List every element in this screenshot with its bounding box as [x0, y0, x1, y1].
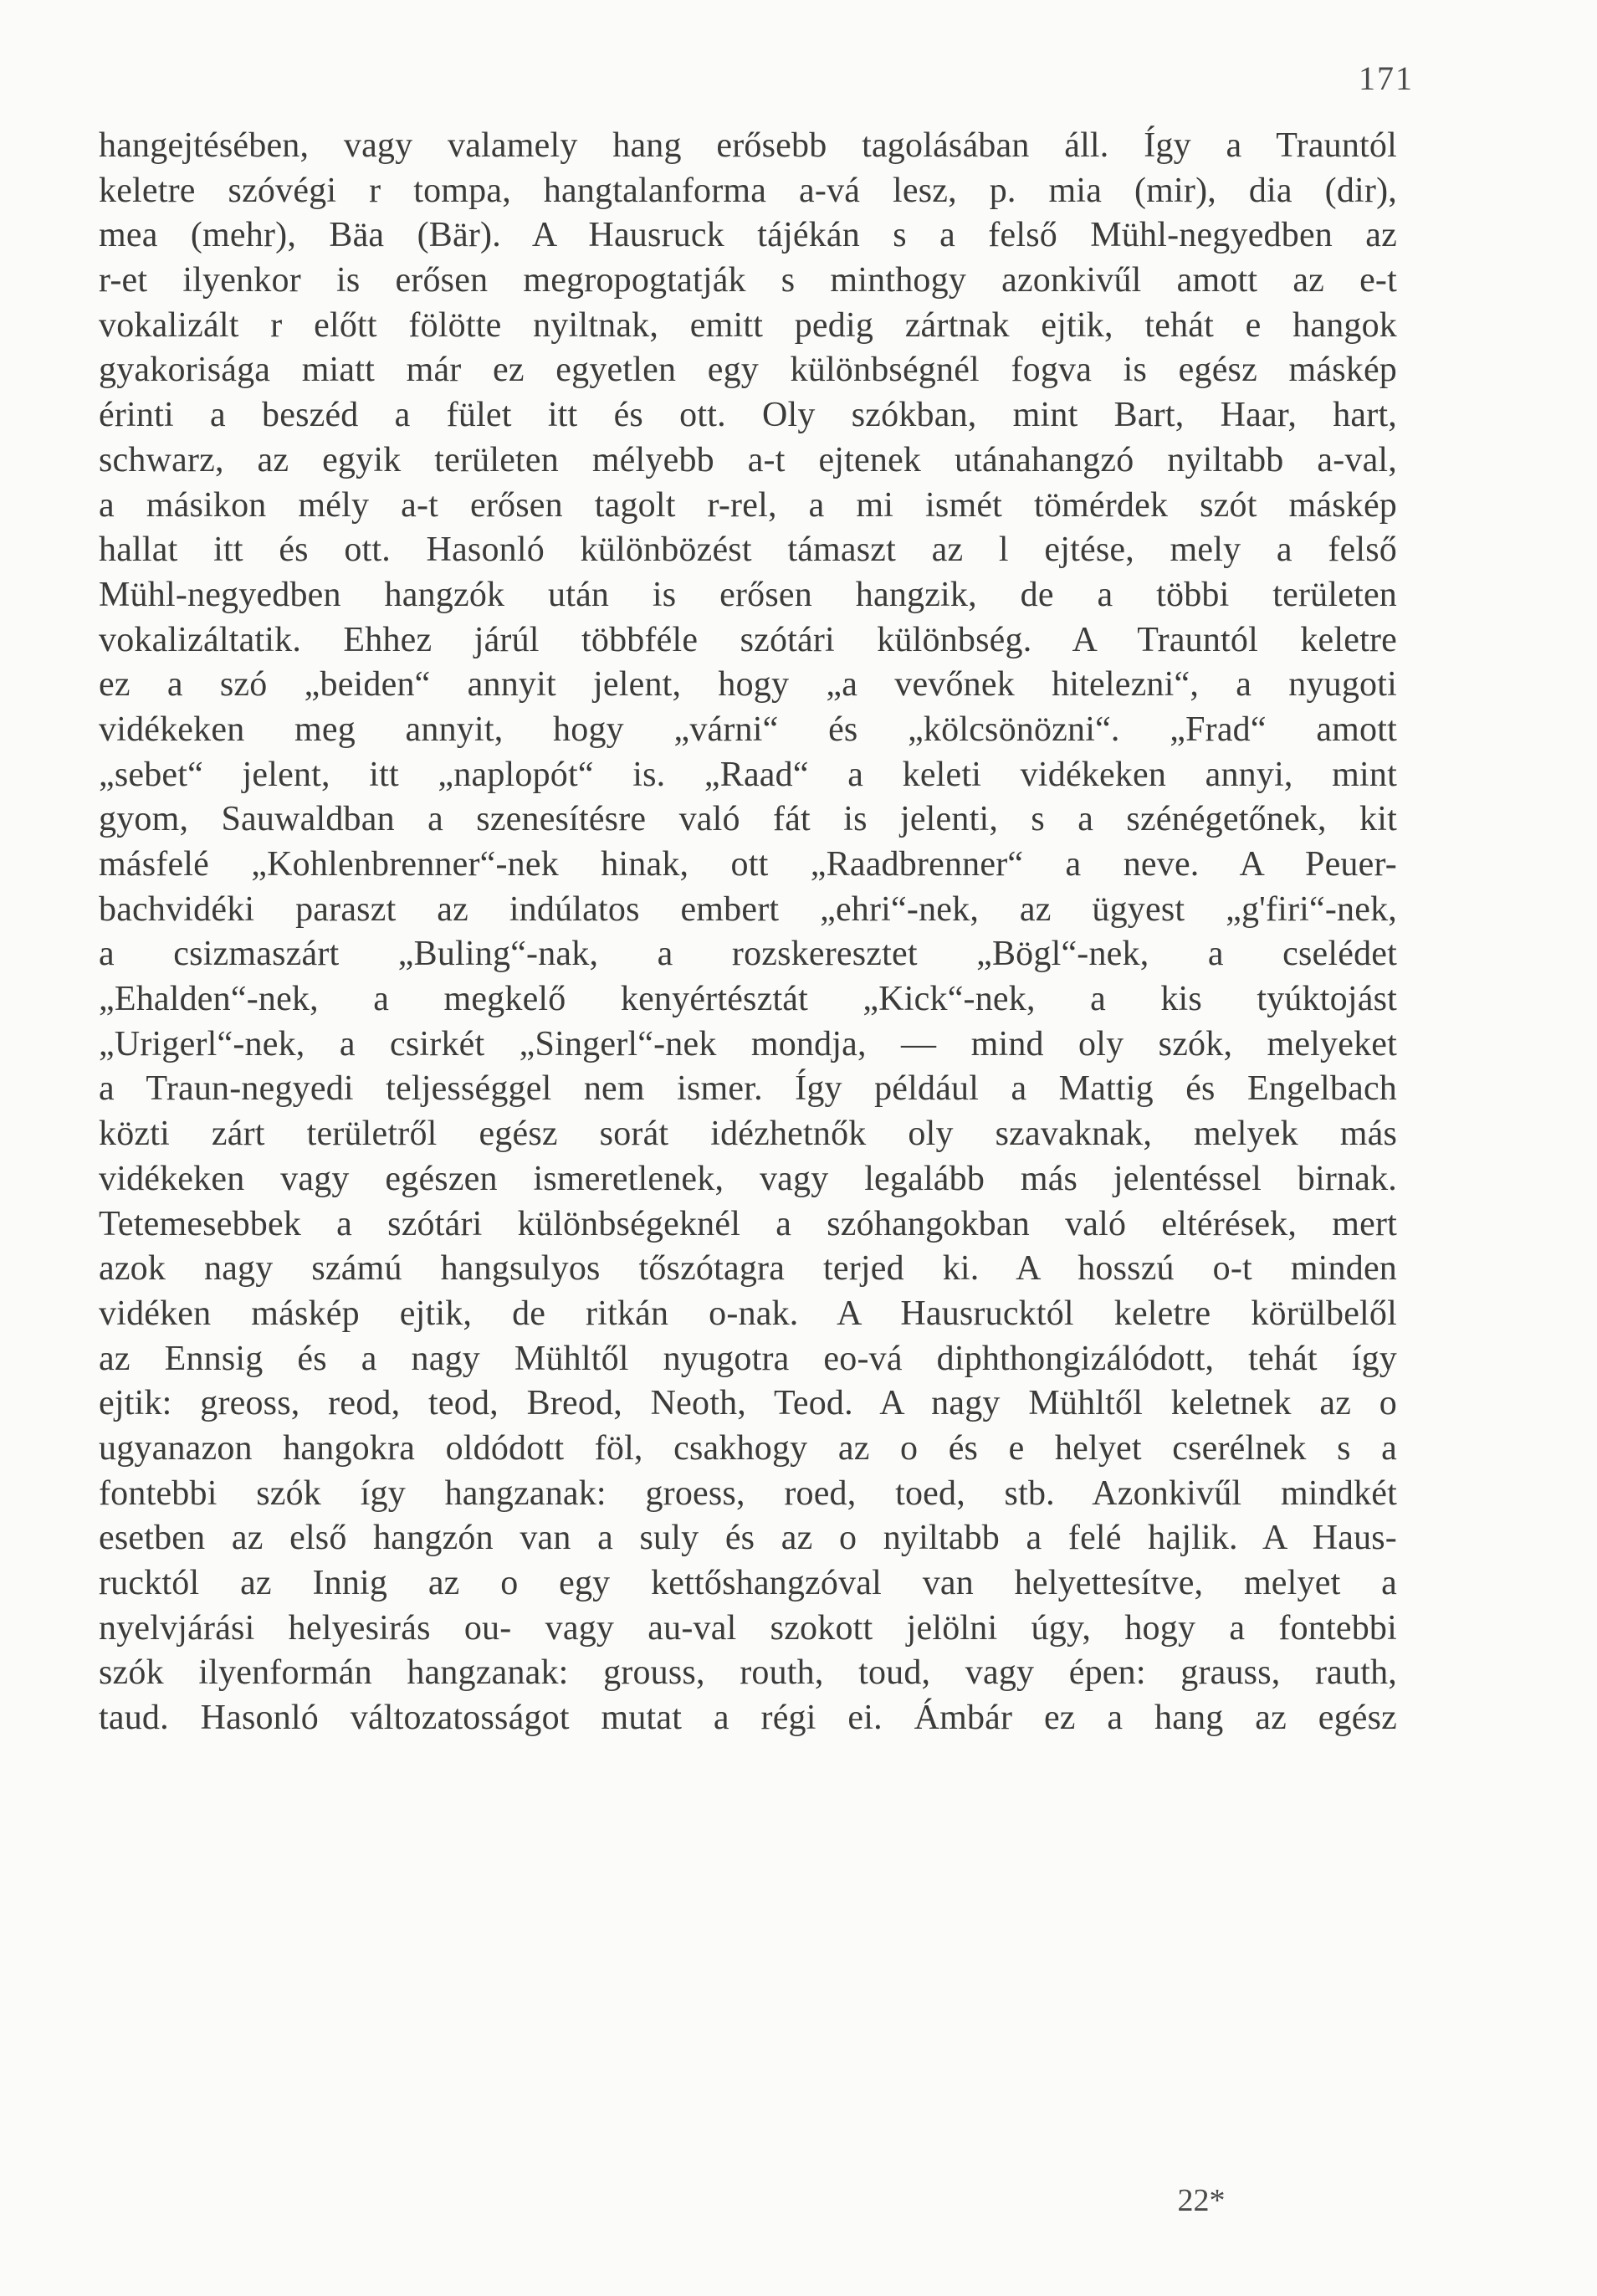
text-line: vidéken máskép ejtik, de ritkán o-nak. A Hausrucktól keletre körülbelől [99, 1294, 1397, 1333]
text-line: Tetemesebbek a szótári különbségeknél a szóhangokban való eltérések, mert [99, 1204, 1397, 1243]
text-line: rucktól az Innig az o egy kettőshangzóval van helyettesítve, melyet a [99, 1564, 1397, 1602]
text-line: bachvidéki paraszt az indúlatos embert „ehri“-nek, az ügyest „g'firi“-nek, [99, 889, 1397, 929]
text-line: „sebet“ jelent, itt „naplopót“ is. „Raad“ a keleti vidékeken annyi, mint [99, 755, 1397, 794]
text-line: taud. Hasonló változatosságot mutat a régi ei. Ámbár ez a hang az egész [99, 1699, 1397, 1738]
text-line: ejtik: greoss, reod, teod, Breod, Neoth, Teod. A nagy Mühltől keletnek az o [99, 1384, 1397, 1423]
text-line: nyelvjárási helyesirás ou- vagy au-val szokott jelölni úgy, hogy a fontebbi [99, 1608, 1397, 1648]
text-line: vidékeken vagy egészen ismeretlenek, vagy legalább más jelentéssel birnak. [99, 1159, 1397, 1198]
text-line: érinti a beszéd a fület itt és ott. Oly szókban, mint Bart, Haar, hart, [99, 396, 1397, 435]
text-line: „Ehalden“-nek, a megkelő kenyértésztát „Kick“-nek, a kis tyúktojást [99, 980, 1397, 1019]
text-line: fontebbi szók így hangzanak: groess, roed, toed, stb. Azonkivűl mindkét [99, 1473, 1397, 1513]
text-line: vokalizált r előtt fölötte nyiltnak, emitt pedig zártnak ejtik, tehát e hangok [99, 305, 1397, 345]
text-line: vokalizáltatik. Ehhez járúl többféle szótári különbség. A Trauntól keletre [99, 620, 1397, 659]
text-line: ez a szó „beiden“ annyit jelent, hogy „a vevőnek hitelezni“, a nyugoti [99, 665, 1397, 705]
body-text [99, 124, 1397, 1741]
text-line: a Traun-negyedi teljességgel nem ismer. Így például a Mattig és Engelbach [99, 1069, 1397, 1109]
text-line: „Urigerl“-nek, a csirkét „Singerl“-nek mondja, — mind oly szók, melyeket [99, 1024, 1397, 1063]
signature-mark: 22* [1177, 2183, 1226, 2218]
text-line: a másikon mély a-t erősen tagolt r-rel, a mi ismét tömérdek szót máskép [99, 485, 1397, 525]
text-line: mea (mehr), Bäa (Bär). A Hausruck tájékán s a felső Mühl-negyedben az [99, 216, 1397, 255]
text-line: közti zárt területről egész sorát idézhetnők oly szavaknak, melyek más [99, 1115, 1397, 1154]
page-number: 171 [1359, 59, 1414, 97]
text-line: a csizmaszárt „Buling“-nak, a rozskeresztet „Bögl“-nek, a cselédet [99, 935, 1397, 974]
text-line: keletre szóvégi r tompa, hangtalanforma a-vá lesz, p. mia (mir), dia (dir), [99, 171, 1397, 210]
text-line: azok nagy számú hangsulyos tőszótagra terjed ki. A hosszú o-t minden [99, 1249, 1397, 1289]
text-line: r-et ilyenkor is erősen megropogtatják s minthogy azonkivűl amott az e-t [99, 261, 1397, 300]
text-line: schwarz, az egyik területen mélyebb a-t ejtenek utánahangzó nyiltabb a-val, [99, 440, 1397, 479]
text-line: gyakorisága miatt már ez egyetlen egy különbségnél fogva is egész máskép [99, 351, 1397, 390]
text-line: hallat itt és ott. Hasonló különbözést támaszt az l ejtése, mely a felső [99, 530, 1397, 570]
text-line: vidékeken meg annyit, hogy „várni“ és „kölcsönözni“. „Frad“ amott [99, 710, 1397, 749]
text-line: esetben az első hangzón van a suly és az o nyiltabb a felé hajlik. A Haus- [99, 1519, 1397, 1558]
text-line: másfelé „Kohlenbrenner“-nek hinak, ott „Raadbrenner“ a neve. A Peuer- [99, 845, 1397, 884]
text-line: az Ennsig és a nagy Mühltől nyugotra eo-vá diphthongizálódott, tehát így [99, 1339, 1397, 1378]
text-line: hangejtésében, vagy valamely hang erősebb tagolásában áll. Így a Trauntól [99, 126, 1397, 165]
text-line: gyom, Sauwaldban a szenesítésre való fát is jelenti, s a szénégetőnek, kit [99, 800, 1397, 839]
text-line: Mühl-negyedben hangzók után is erősen hangzik, de a többi területen [99, 575, 1397, 614]
text-line: szók ilyenformán hangzanak: grouss, routh, toud, vagy épen: grauss, rauth, [99, 1653, 1397, 1693]
text-line: ugyanazon hangokra oldódott föl, csakhogy az o és e helyet cserélnek s a [99, 1428, 1397, 1468]
